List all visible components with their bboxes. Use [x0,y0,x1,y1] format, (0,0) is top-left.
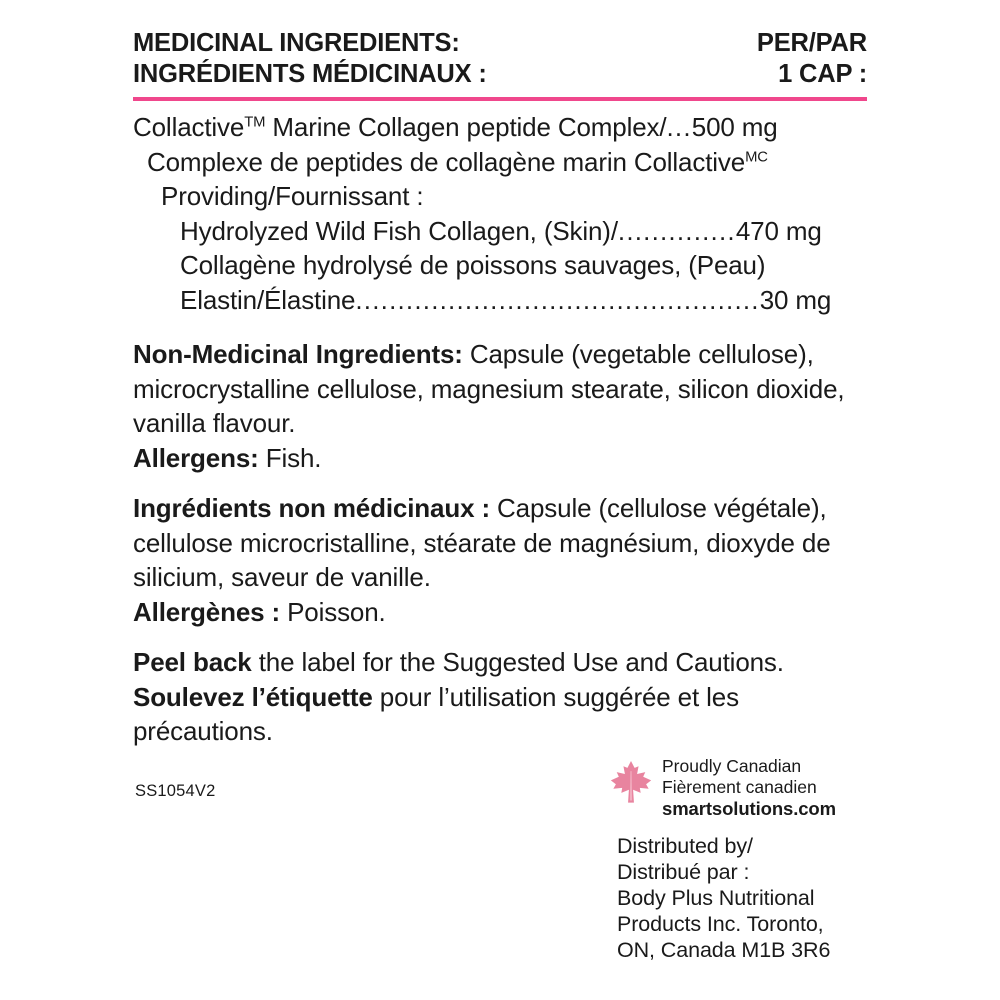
non-medicinal-body-fr: Capsule (cellulose végétale), cellulose microcristalline, stéarate de magnésium, dioxyde de silicium, saveur de vanille. [133,493,831,592]
dot-leader: .............. [617,215,736,246]
dot-leader: ... [666,112,692,142]
supplement-facts-label [133,0,867,1000]
peel-back-body-en: the label for the Suggested Use and Cautions. [251,647,784,677]
dot-leader: ................................................ [355,284,760,315]
per-par-label: PER/PAR [756,29,867,57]
allergens-en [133,441,859,476]
allergens-fr [133,595,859,630]
ingredient-row [133,145,867,180]
serving-size-heading [757,28,867,90]
providing-label: Providing/Fournissant : [161,181,424,211]
pink-divider-rule [133,97,867,101]
peel-back-heading-fr: Soulevez l’étiquette [133,681,373,712]
canadian-badge-text [662,756,836,819]
ingredient-name: Hydrolyzed Wild Fish Collagen, (Skin)/ [180,215,618,246]
proudly-canadian-badge [610,756,836,819]
non-medicinal-body-en: Capsule (vegetable cellulose), microcrystalline cellulose, magnesium stearate, silicon dioxide, vanilla flavour. [133,339,845,438]
medicinal-ingredients-heading [133,28,487,90]
peel-back-body-fr: pour l’utilisation suggérée et les précautions. [133,681,739,746]
non-medicinal-heading-en: Non-Medicinal Ingredients: [133,339,463,369]
ingredient-row [133,248,867,283]
non-medicinal-heading-fr: Ingrédients non médicinaux : [133,493,490,523]
peel-back-heading-en: Peel back [133,647,252,677]
ingredient-name: Collactive™ Marine Collagen peptide Complex/ [133,112,667,142]
proudly-canadian-fr: Fièrement canadien [662,777,817,797]
allergens-body-en: Fish. [258,442,322,473]
proudly-canadian-en: Proudly Canadian [662,756,802,776]
ingredient-name: Complexe de peptides de collagène marin Collactive$^{MC}$ [147,146,768,177]
ingredient-name: Elastin/Élastine [180,284,356,315]
distributor-line: ON, Canada M1B 3R6 [617,938,831,962]
allergens-heading-en: Allergens: [133,442,259,473]
heading-line-en: MEDICINAL INGREDIENTS: [133,29,460,57]
ingredient-row [133,179,867,214]
non-medicinal-ingredients-fr [133,491,859,595]
distributor-line: Products Inc. Toronto, [617,912,824,936]
distributor-line: Distributed by/ [617,834,753,858]
medicinal-ingredients-list [133,110,867,317]
ingredient-amount: 470 mg [735,215,822,246]
website-link[interactable]: smartsolutions.com [662,798,836,819]
ingredient-row [133,110,867,145]
one-cap-label: 1 CAP : [778,60,867,88]
ingredient-amount: 30 mg [759,284,832,315]
ingredient-row [133,283,867,318]
label-header [133,0,867,90]
trademark-superscript: TM [244,114,266,131]
ingredient-row [133,214,867,249]
peel-back-instruction-fr [133,680,859,749]
allergens-heading-fr: Allergènes : [133,596,281,627]
maple-leaf-icon [610,760,652,804]
sku-code: SS1054V2 [135,782,216,800]
distributor-line: Body Plus Nutritional [617,886,815,910]
distributor-info [617,833,830,963]
non-medicinal-ingredients-en [133,337,859,441]
allergens-body-fr: Poisson. [280,596,386,627]
trademark-superscript: MC [745,148,768,165]
heading-line-fr: INGRÉDIENTS MÉDICINAUX : [133,60,487,88]
distributor-line: Distribué par : [617,860,750,884]
ingredient-amount: 500 mg [691,112,778,142]
ingredient-name: Collagène hydrolysé de poissons sauvages, (Peau) [180,250,766,280]
peel-back-instruction-en [133,645,859,680]
